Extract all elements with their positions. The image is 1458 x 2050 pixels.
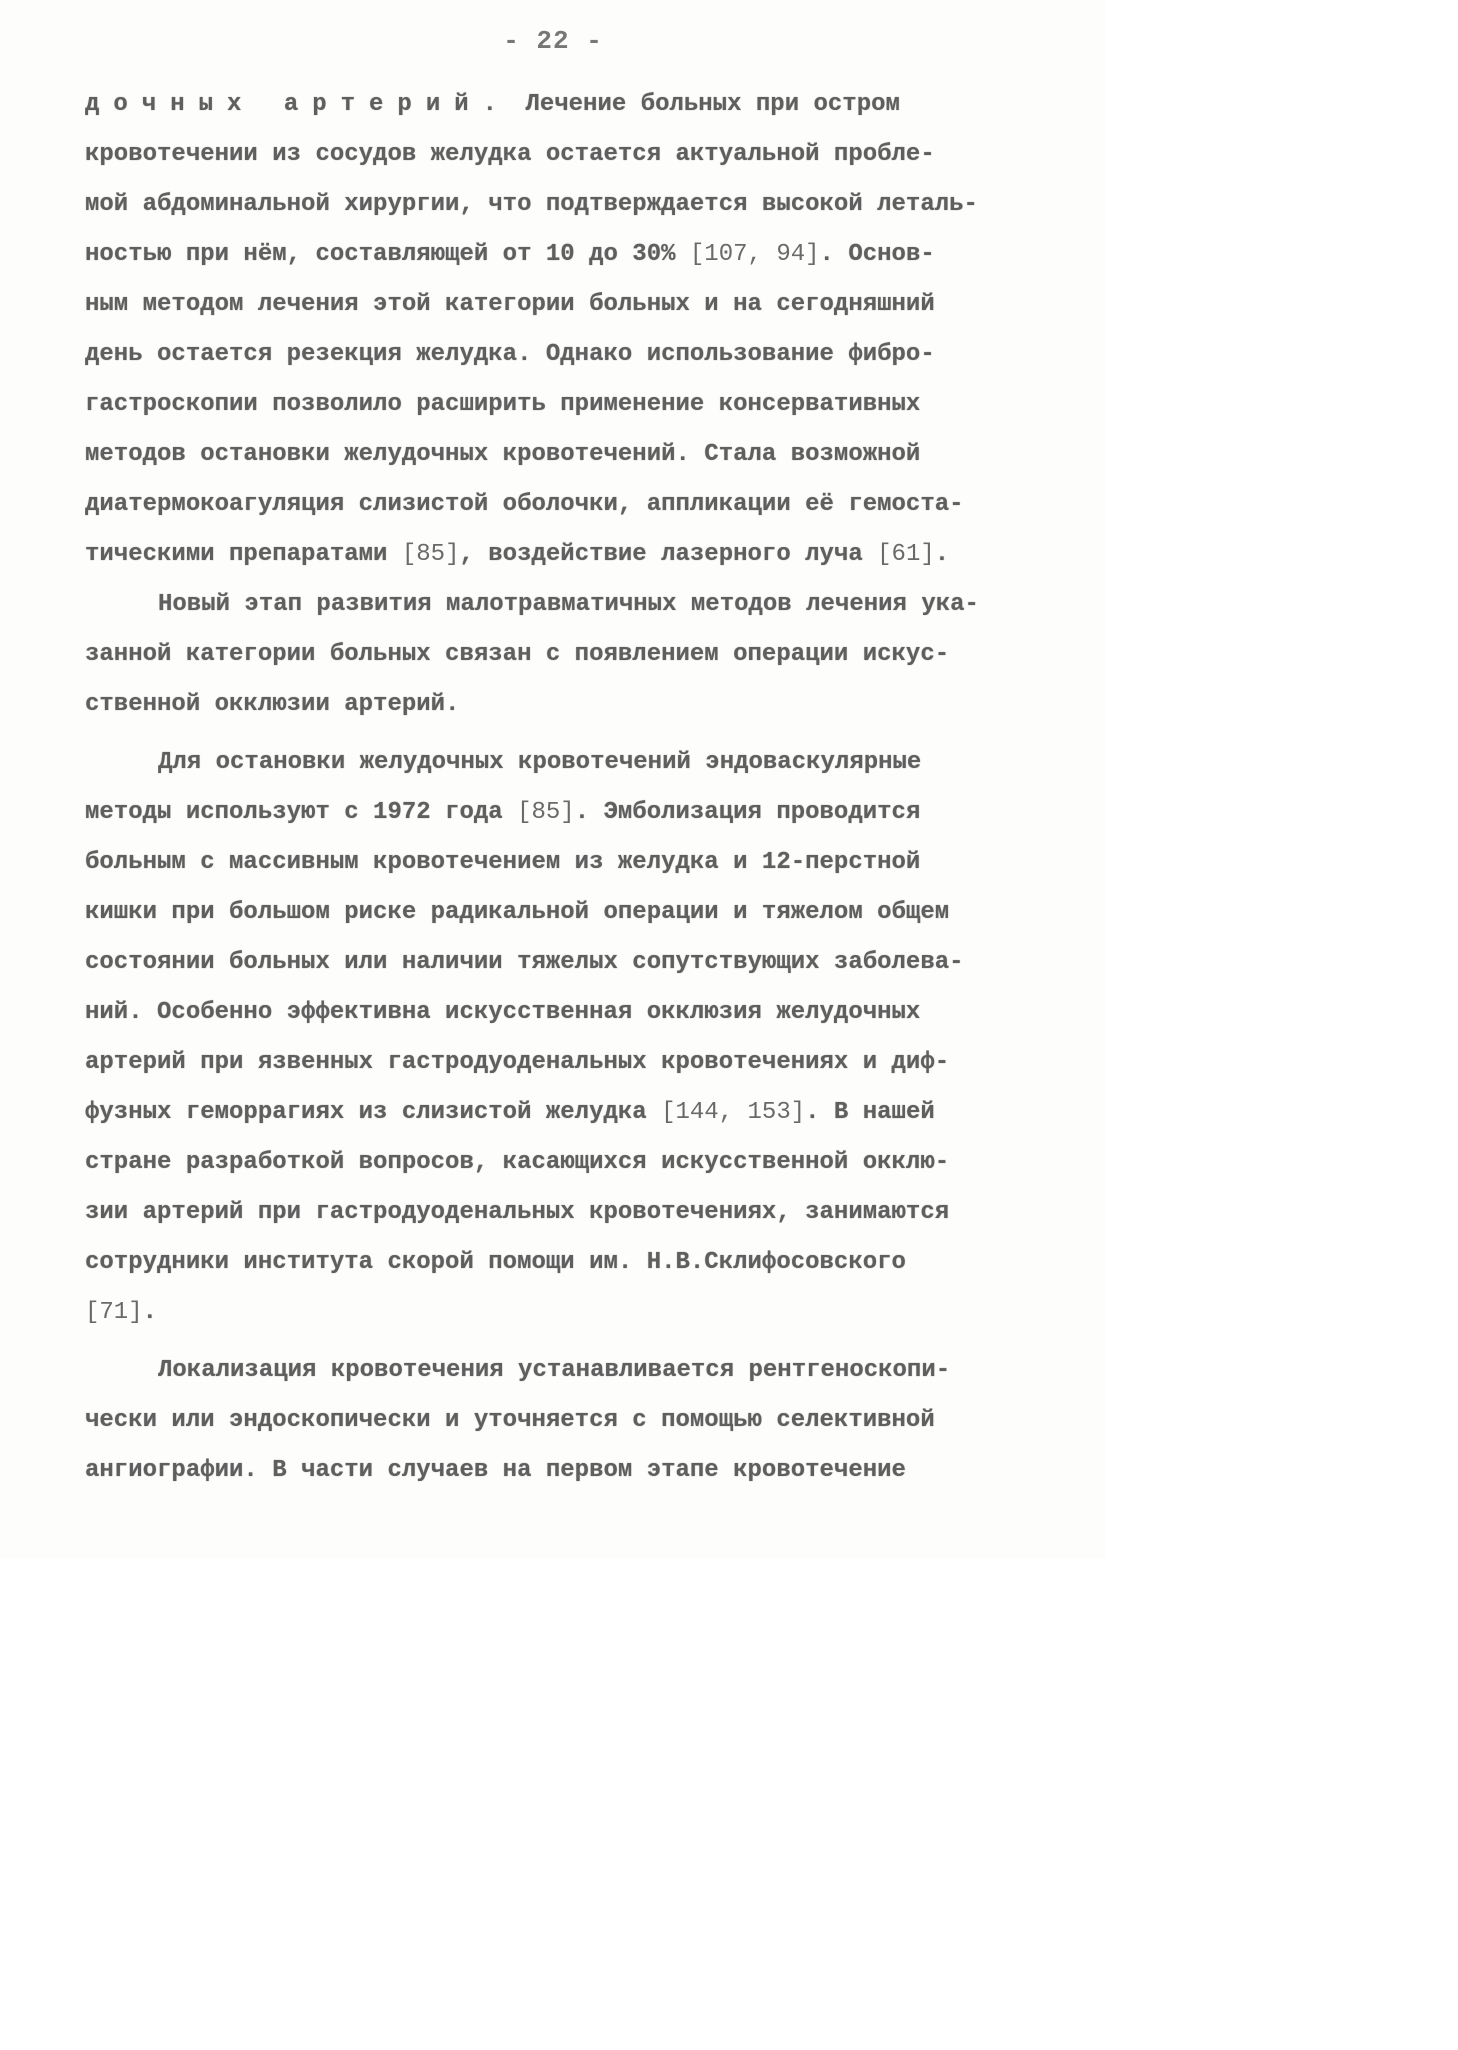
line-text: мой абдоминальной хирургии, что подтверждается высокой леталь- — [85, 191, 978, 218]
line-text-after: . — [142, 1299, 158, 1326]
text-line-5 — [85, 279, 1045, 331]
line-text: Лечение больных при остром — [511, 91, 900, 118]
text-line-21 — [85, 1087, 1045, 1139]
text-line-12 — [85, 629, 1045, 681]
line-text: Новый этап развития малотравматичных методов лечения ука- — [158, 591, 979, 618]
line-text: чески или эндоскопически и уточняется с помощью селективной — [85, 1407, 935, 1434]
line-text-after: . Основ- — [819, 241, 935, 268]
text-line-7 — [85, 379, 1045, 431]
text-line-1 — [85, 79, 1045, 131]
text-line-15 — [85, 787, 1045, 839]
text-line-3 — [85, 179, 1045, 231]
line-text: ангиографии. В части случаев на первом этапе кровотечение — [85, 1457, 906, 1484]
citation-reference: [61] — [877, 541, 935, 568]
line-text: диатермокоагуляция слизистой оболочки, аппликации её гемоста- — [85, 491, 964, 518]
line-text-after: , воздействие лазерного луча — [459, 541, 878, 568]
text-line-17 — [85, 887, 1045, 939]
citation-reference: [85] — [517, 799, 575, 826]
citation-reference: [85] — [401, 541, 460, 568]
citation-reference: [107, 94] — [689, 241, 820, 268]
text-line-24 — [85, 1237, 1045, 1289]
line-text: фузных геморрагиях из слизистой желудка — [85, 1099, 662, 1126]
line-text: ностью при нём, составляющей от 10 до 30% — [85, 241, 690, 268]
text-line-13 — [85, 679, 1045, 731]
line-text: кишки при большом риске радикальной операции и тяжелом общем — [85, 899, 950, 926]
line-text: ным методом лечения этой категории больных и на сегодняшний — [85, 291, 935, 318]
text-line-20 — [85, 1037, 1045, 1089]
line-text: больным с массивным кровотечением из желудка и 12-перстной — [85, 849, 921, 876]
line-text-after: . Эмболизация проводится — [574, 799, 921, 826]
text-line-16 — [85, 837, 1045, 889]
text-line-27 — [85, 1395, 1045, 1447]
line-text: стране разработкой вопросов, касающихся искусственной окклю- — [85, 1149, 950, 1176]
text-line-22 — [85, 1137, 1045, 1189]
text-line-14 — [158, 737, 1048, 789]
line-text: артерий при язвенных гастродуоденальных кровотечениях и диф- — [85, 1049, 950, 1076]
line-text: Локализация кровотечения устанавливается рентгеноскопи- — [158, 1357, 951, 1384]
text-line-10 — [85, 529, 1045, 581]
line-text: Для остановки желудочных кровотечений эндоваскулярные — [158, 749, 922, 776]
line-text: сотрудники института скорой помощи им. Н.В.Склифосовского — [85, 1249, 906, 1276]
text-line-28 — [85, 1445, 1045, 1497]
line-text: занной категории больных связан с появлением операции искус- — [85, 641, 950, 668]
page-number: - 22 - — [503, 26, 603, 56]
citation-reference: [71] — [85, 1299, 143, 1326]
citation-reference: [144, 153] — [661, 1099, 806, 1126]
line-text-after: . В нашей — [805, 1099, 935, 1126]
line-text: кровотечении из сосудов желудка остается актуальной пробле- — [85, 141, 935, 168]
line-text: состоянии больных или наличии тяжелых сопутствующих заболева- — [85, 949, 964, 976]
line-text: ний. Особенно эффективна искусственная окклюзия желудочных — [85, 999, 921, 1026]
text-line-8 — [85, 429, 1045, 481]
line-text: методы используют с 1972 года — [85, 799, 518, 826]
spaced-heading-fragment: дочных артерий. — [85, 91, 512, 118]
text-line-11 — [158, 579, 1048, 631]
text-line-4 — [85, 229, 1045, 281]
line-text: методов остановки желудочных кровотечений. Стала возможной — [85, 441, 921, 468]
line-text-after: . — [934, 541, 950, 568]
text-line-9 — [85, 479, 1045, 531]
text-line-26 — [158, 1345, 1048, 1397]
text-line-19 — [85, 987, 1045, 1039]
text-line-2 — [85, 129, 1045, 181]
text-line-6 — [85, 329, 1045, 381]
line-text: гастроскопии позволило расширить применение консервативных — [85, 391, 921, 418]
line-text: зии артерий при гастродуоденальных кровотечениях, занимаются — [85, 1199, 950, 1226]
line-text: тическими препаратами — [85, 541, 402, 568]
line-text: день остается резекция желудка. Однако использование фибро- — [85, 341, 935, 368]
text-line-18 — [85, 937, 1045, 989]
text-line-23 — [85, 1187, 1045, 1239]
text-line-25 — [85, 1287, 1045, 1339]
line-text: ственной окклюзии артерий. — [85, 691, 460, 718]
